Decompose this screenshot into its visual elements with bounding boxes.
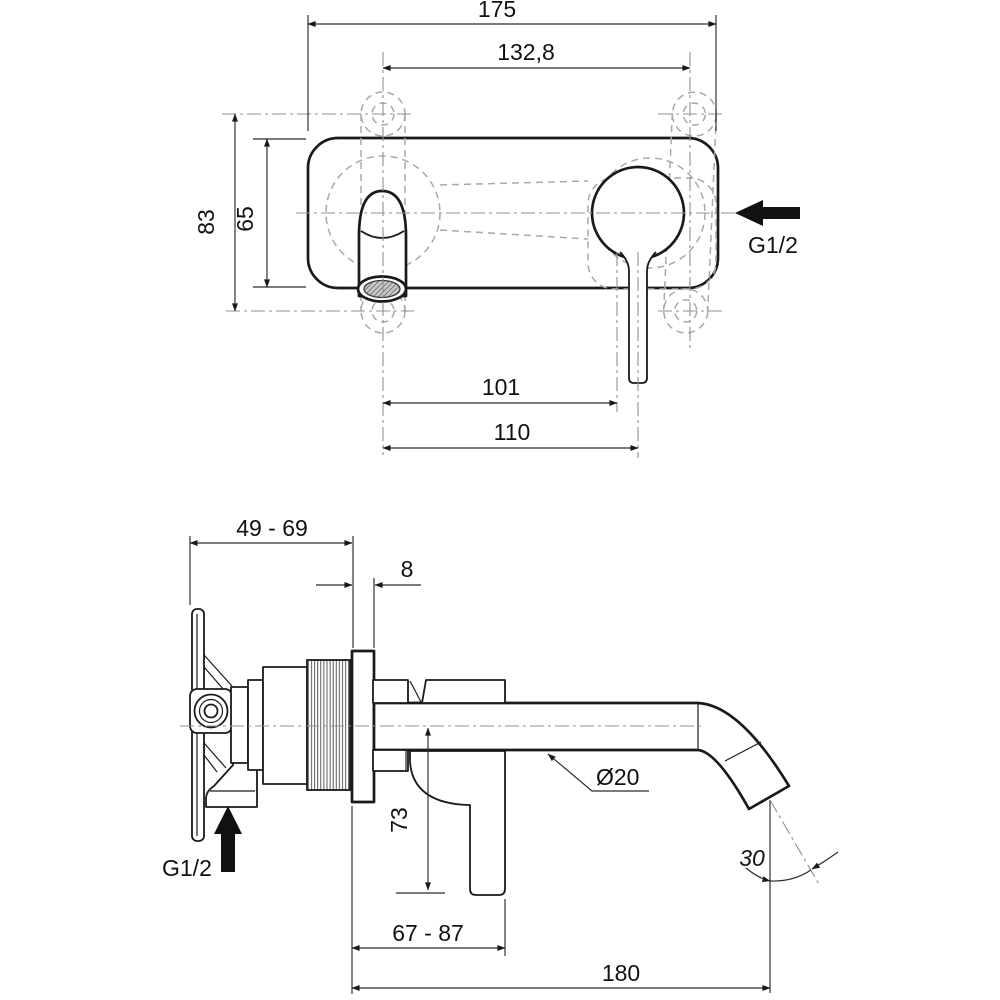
dim-depth-range (190, 515, 374, 648)
dim-label-plate-height: 65 (232, 206, 258, 232)
lever-grip-top (422, 680, 505, 703)
dim-reach-range (352, 899, 505, 956)
dim-spout-diameter (548, 754, 649, 791)
dim-hole-spacing (383, 39, 690, 68)
side-view (162, 515, 838, 994)
dim-plate-thickness (316, 556, 421, 585)
dim-label-plate-thickness: 8 (400, 556, 414, 582)
dim-label-handle-drop: 73 (386, 807, 412, 833)
dim-label-spout-angle: 30 (739, 845, 765, 871)
inlet-label-front: G1/2 (748, 232, 798, 258)
dim-body-height (193, 114, 235, 311)
dim-label-depth-range: 49 - 69 (236, 515, 308, 541)
dim-spout-angle (739, 800, 838, 993)
adjustment-threads (307, 660, 350, 790)
dim-label-hole-spacing: 132,8 (497, 39, 555, 65)
dim-label-spout-to-handle: 110 (493, 419, 531, 445)
lever-arm (410, 751, 505, 895)
dim-total-width (308, 0, 716, 131)
spout-front (358, 191, 406, 302)
dim-label-body-height: 83 (193, 209, 219, 235)
spout-outlet-aerator (364, 281, 400, 298)
inlet-arrow-up-icon (214, 806, 242, 872)
dim-label-spout-to-cartridge: 101 (481, 374, 521, 400)
dim-plate-height (232, 139, 306, 287)
dim-spout-to-cartridge (383, 374, 617, 403)
front-view (193, 0, 800, 458)
dim-total-reach (352, 806, 770, 994)
inlet-label-side: G1/2 (162, 855, 212, 881)
inlet-connection-front (735, 200, 800, 258)
dim-label-reach-range: 67 - 87 (392, 920, 464, 946)
dim-label-total-width: 175 (477, 0, 517, 22)
dim-spout-to-handle (383, 419, 638, 448)
dim-label-total-reach: 180 (601, 960, 641, 986)
inlet-arrow-icon (735, 200, 800, 226)
dim-label-spout-diameter: Ø20 (596, 764, 640, 790)
